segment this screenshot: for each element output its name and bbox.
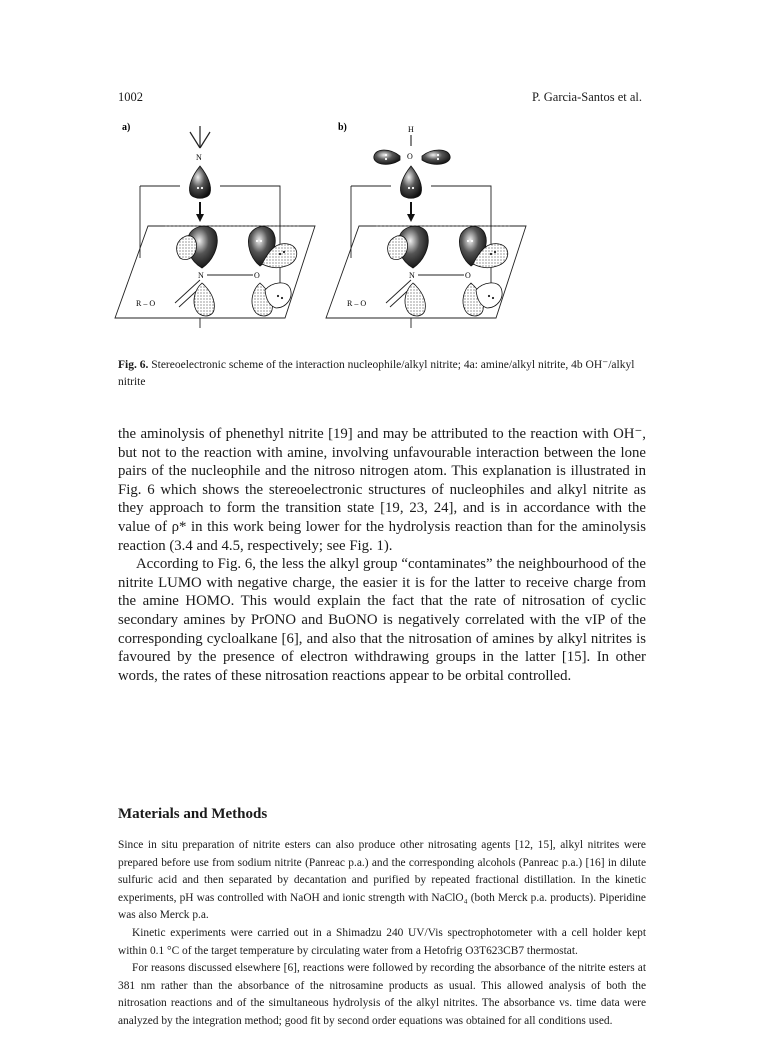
alkoxy-label: R – O	[136, 299, 156, 308]
figure-caption	[118, 357, 648, 391]
hydroxide-hydrogen-label: H	[408, 125, 414, 134]
nitroso-oxygen-label-b: O	[465, 271, 471, 280]
nitroso-oxygen-label: O	[254, 271, 260, 280]
running-header: P. Garcia-Santos et al.	[531, 90, 642, 104]
page-number: 1002	[118, 90, 143, 104]
panel-a	[115, 122, 315, 328]
nitroso-nitrogen-label: N	[198, 271, 204, 280]
body-text	[118, 425, 646, 685]
alkoxy-label-b: R – O	[347, 299, 367, 308]
methods-paragraph: Kinetic experiments were carried out in a Shimadzu 240 UV/Vis spectrophotometer with a cell holder kept within 0.1 °C of the target temperature by circulating water from a Hetofrig O3T623CB7 thermostat.	[118, 926, 646, 957]
section-heading: Materials and Methods	[118, 806, 268, 822]
paragraph: According to Fig. 6, the less the alkyl group “contaminates” the neighbourhood of the nitrite LUMO with negative charge, the easier it is for the latter to receive charge from the amine HOMO. This would explain the fact that the rate of nitrosation of cyclic secondary amines by PrONO and BuONO is negatively correlated with the vIP of the corresponding cycloalkane [6], and also that the nitrosation of amines by alkyl nitrites is favoured by the presence of electron withdrawing groups in the latter [15]. In other words, the rates of these nitrosation reactions appear to be orbital controlled.	[118, 556, 646, 684]
methods-paragraph: Since in situ preparation of nitrite esters can also produce other nitrosating agents [12, 15], alkyl nitrites were prepared before use from sodium nitrite (Panreac p.a.) and the corresponding alcohols (Panreac p.a.) [16] in dilute sulfuric acid and then separated by decantation and purified by repeated fractional distillation. In the kinetic experiments, pH was controlled with NaOH and ionic strength with NaClO₄ (both Merck p.a. products). Piperidine was also Merck p.a.	[118, 839, 646, 922]
hydroxide-oxygen-label: O	[407, 152, 413, 161]
paragraph: the aminolysis of phenethyl nitrite [19] and may be attributed to the reaction with OH⁻, but not to the reaction with amine, involving unfavourable interaction between the lone pairs of the nucleophile and the nitroso nitrogen atom. This explanation is illustrated in Fig. 6 which shows the stereoelectronic structures of nucleophiles and alkyl nitrite as they approach to form the transition state [19, 23, 24], and is in accordance with the value of ρ* in this work being lower for the hydrolysis reaction than for the aminolysis reaction (3.4 and 4.5, respectively; see Fig. 1).	[118, 426, 646, 554]
figure-6	[110, 118, 650, 338]
methods-text	[118, 837, 646, 1031]
panel-b	[326, 122, 526, 328]
methods-paragraph: For reasons discussed elsewhere [6], reactions were followed by recording the absorbance of the nitrite esters at 381 nm rather than the absorbance of the nitrosamine products as usual. This allowed analysis of both the nitrosation reactions and of the simultaneous hydrolysis of the alkyl nitrites. The absorbance vs. time data were analyzed by the integration method; good fit by second order equations was obtained for all conditions used.	[118, 962, 646, 1027]
caption-text: Stereoelectronic scheme of the interaction nucleophile/alkyl nitrite; 4a: amine/alkyl nitrite, 4b OH⁻/alkyl nitrite	[118, 359, 635, 388]
panel-a-label: a)	[122, 122, 131, 133]
amine-nitrogen-label: N	[196, 153, 202, 162]
panel-b-label: b)	[338, 122, 347, 133]
caption-label: Fig. 6.	[118, 359, 149, 371]
nitroso-nitrogen-label-b: N	[409, 271, 415, 280]
